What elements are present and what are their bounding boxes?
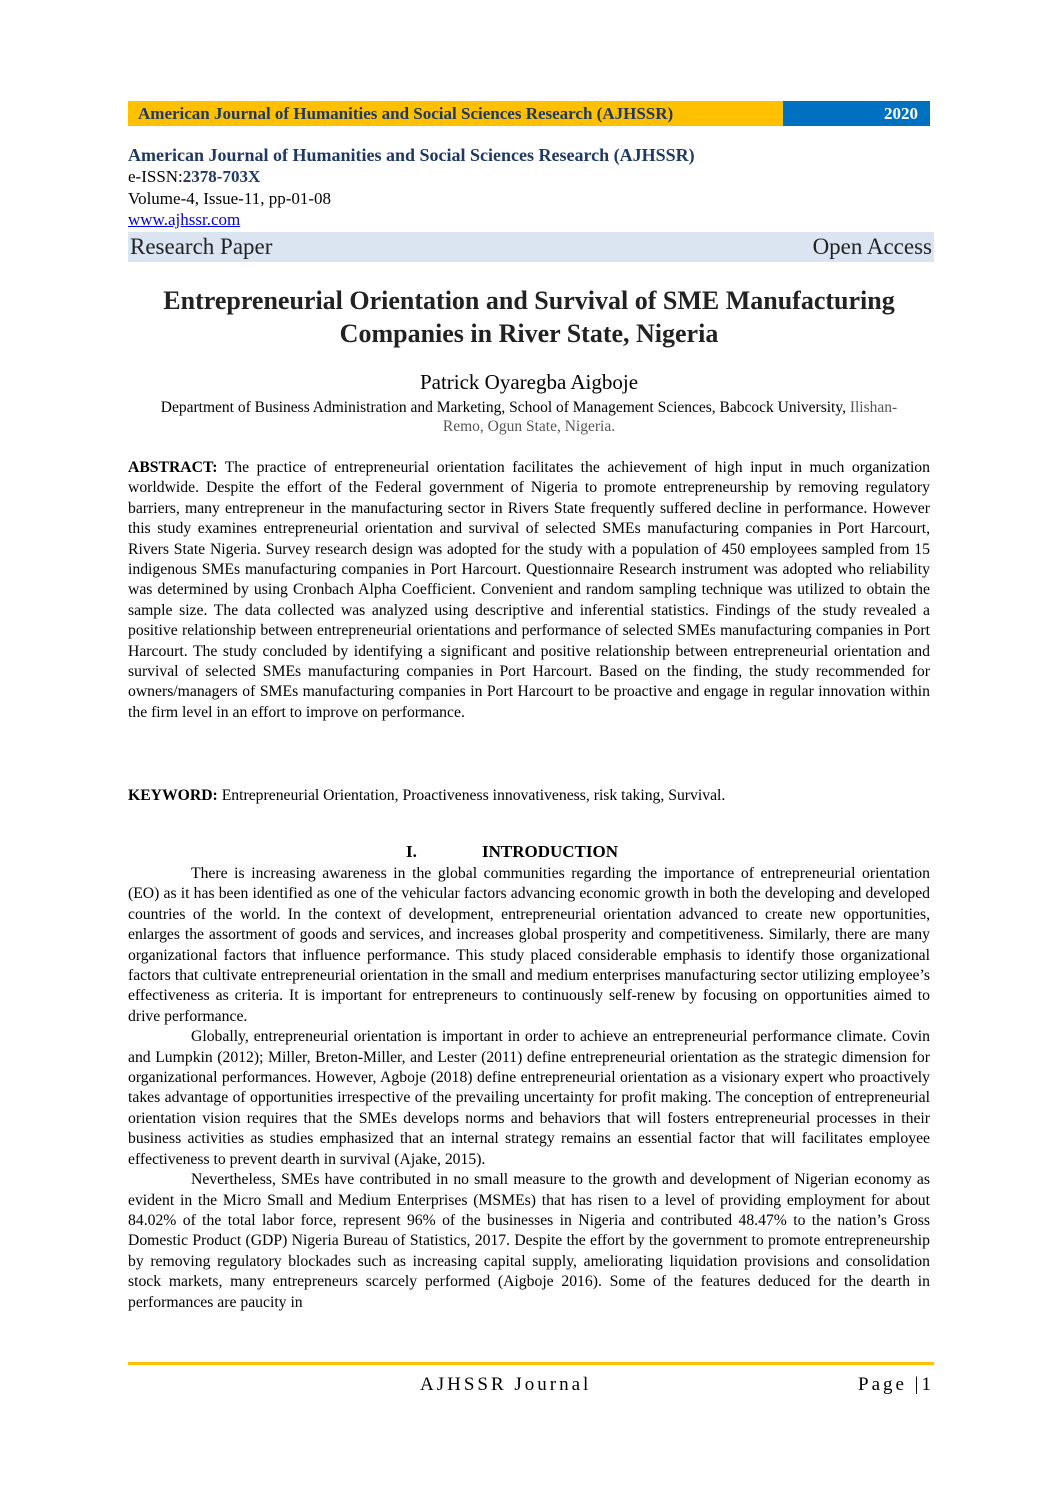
- journal-name: American Journal of Humanities and Social Sciences Research (AJHSSR): [128, 145, 695, 165]
- volume-line: Volume-4, Issue-11, pp-01-08: [128, 189, 332, 208]
- keyword-text: Entrepreneurial Orientation, Proactiveness innovativeness, risk taking, Survival.: [221, 787, 726, 804]
- masthead: [128, 144, 934, 262]
- paper-type: Research Paper: [130, 234, 273, 259]
- issn-label: e-ISSN:: [128, 167, 183, 186]
- introduction-body: [128, 864, 930, 1313]
- author-affiliation: [150, 398, 908, 436]
- page-number: Page |1: [858, 1374, 934, 1395]
- intro-paragraph: Globally, entrepreneurial orientation is important in order to achieve an entrepreneurial performance climate. Covin and Lumpkin (2012); Miller, Breton-Miller, and Lester (2011) define entrepreneurial orientation as the strategic dimension for organizational performances. However, Agboje (2018) define entrepreneurial orientation as a visionary expert who proactively takes advantage of opportunities irrespective of the prevailing uncertainty for profit making. The conception of entrepreneurial orientation vision requires that the SMEs develops norms and behaviors that will fosters entrepreneurial processes in their business activities as studies emphasized that an internal strategy remains an essential factor that will facilitates employee effectiveness to prevent dearth in survival (Ajake, 2015).: [128, 1028, 930, 1168]
- keyword-label: KEYWORD:: [128, 787, 218, 804]
- running-header-journal: American Journal of Humanities and Social Sciences Research (AJHSSR): [128, 101, 783, 126]
- paper-type-bar: [128, 232, 934, 262]
- affiliation-main: Department of Business Administration and Marketing, School of Management Sciences, Babcock University,: [160, 399, 846, 416]
- abstract: [128, 458, 930, 723]
- paper-title: Entrepreneurial Orientation and Survival of SME Manufacturing Companies in River State, Nigeria: [163, 286, 895, 348]
- running-header-year: 2020: [783, 101, 930, 126]
- section-title: INTRODUCTION: [482, 842, 619, 861]
- footer-journal: AJHSSR Journal: [420, 1374, 592, 1395]
- affiliation-place: Ilishan-Remo, Ogun State, Nigeria.: [442, 399, 898, 435]
- keywords: [128, 786, 930, 806]
- running-header: [128, 101, 930, 126]
- issn-value: 2378-703X: [182, 167, 261, 186]
- abstract-label: ABSTRACT:: [128, 459, 218, 476]
- page-footer: [128, 1374, 934, 1398]
- access-type: Open Access: [812, 234, 932, 259]
- intro-paragraph: There is increasing awareness in the global communities regarding the importance of entrepreneurial orientation (EO) as it has been identified as one of the vehicular factors advancing economic growth in both the developing and developed countries of the world. In the context of development, entrepreneurial orientation advanced to create new opportunities, enlarges the assortment of goods and services, and increases global prosperity and competitiveness. Similarly, there are many organizational factors that influence performance. This study placed considerable emphasis to identify those organizational factors that cultivate entrepreneurial orientation in the small and medium enterprises manufacturing sector utilizing employee’s effectiveness as criteria. It is important for entrepreneurs to continuously self-renew by focusing on opportunities aimed to drive performance.: [128, 865, 930, 1025]
- issn-line: [128, 166, 934, 188]
- section-number: I.: [406, 842, 417, 861]
- footer-rule: [128, 1362, 934, 1365]
- intro-paragraph: Nevertheless, SMEs have contributed in no small measure to the growth and development of Nigerian economy as evident in the Micro Small and Medium Enterprises (MSMEs) that has risen to a level of providing employment for about 84.02% of the total labor force, represent 96% of the businesses in Nigeria and contributed 48.47% to the nation’s Gross Domestic Product (GDP) Nigeria Bureau of Statistics, 2017. Despite the effort by the government to promote entrepreneurship by removing regulatory blockades such as increasing capital supply, ameliorating liquidation provisions and consolidation stock markets, many entrepreneurs scarcely performed (Aigboje 2016). Some of the features deduced for the dearth in performances are paucity in: [128, 1171, 930, 1311]
- abstract-text: The practice of entrepreneurial orientation facilitates the achievement of high input in much organization worldwide. Despite the effort of the Federal government of Nigeria to promote entrepreneurship by removing regulatory barriers, many entrepreneur in the manufacturing sector in Rivers State frequently suffered decline in performance. However this study examines entrepreneurial orientation and survival of selected SMEs manufacturing companies in Port Harcourt, Rivers State Nigeria. Survey research design was adopted for the study with a population of 450 employees sampled from 15 indigenous SMEs manufacturing companies in Port Harcourt. Questionnaire Research instrument was adopted who reliability was determined by using Cronbach Alpha Coefficient. Convenient and random sampling technique was utilized to obtain the sample size. The data collected was analyzed using descriptive and inferential statistics. Findings of the study revealed a positive relationship between entrepreneurial orientations and performance of selected SMEs manufacturing companies in Port Harcourt. The study concluded by identifying a significant and positive relationship between entrepreneurial orientation and survival of selected SMEs manufacturing companies in Port Harcourt. Based on the finding, the study recommended for owners/managers of SMEs manufacturing companies in Port Harcourt to be proactive and engage in regular innovation within the firm level in an effort to improve on performance.: [128, 459, 930, 721]
- journal-url-link[interactable]: www.ajhssr.com: [128, 210, 241, 229]
- author-name: Patrick Oyaregba Aigboje: [419, 370, 639, 394]
